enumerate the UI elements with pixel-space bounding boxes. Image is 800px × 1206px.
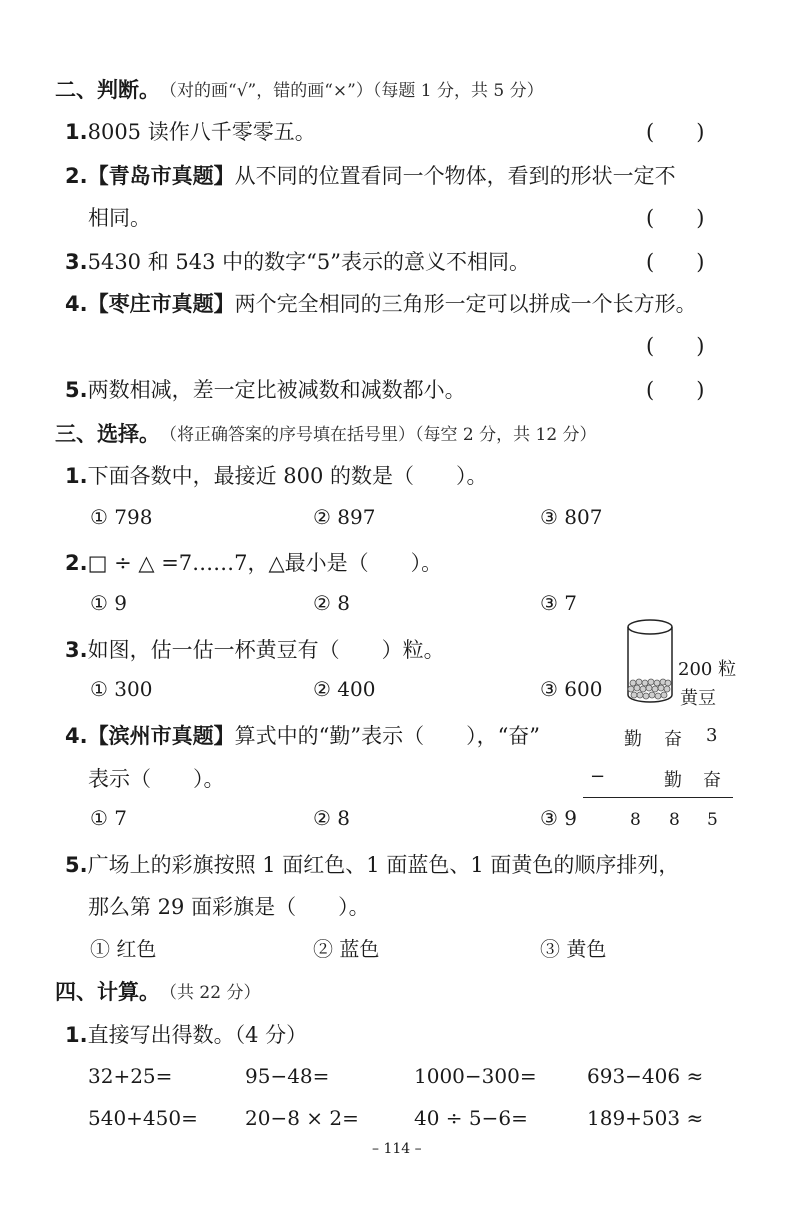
section-title-choice: 三、选择。 (55, 422, 160, 446)
calc-item: 189+503 ≈ (587, 1106, 704, 1130)
question-number: 1. (65, 120, 88, 144)
page-number: – 114 – (372, 1141, 422, 1157)
question-number: 2. (65, 164, 88, 188)
minus-sign: − (590, 766, 606, 787)
answer-blank[interactable]: ( ) (646, 206, 705, 230)
answer-blank[interactable]: ( ) (646, 334, 705, 358)
calc-item: 693−406 ≈ (587, 1064, 704, 1088)
question-text: 下面各数中，最接近 800 的数是（ ）。 (87, 464, 488, 488)
question-text: 从不同的位置看同一个物体，看到的形状一定不 (234, 164, 676, 188)
question-text-continued: 相同。 (88, 206, 151, 230)
vertical-digit: 勤 (664, 770, 682, 791)
answer-blank[interactable]: ( ) (646, 250, 705, 274)
calc-item: 1000−300= (414, 1064, 537, 1088)
calc-item: 20−8 × 2= (245, 1106, 359, 1130)
option-a[interactable]: ① 红色 (90, 937, 157, 961)
option-c[interactable]: ③ 9 (540, 806, 578, 830)
calc-item: 95−48= (245, 1064, 330, 1088)
question-text: 5430 和 543 中的数字“5”表示的意义不相同。 (87, 250, 530, 274)
calc-item: 40 ÷ 5−6= (414, 1106, 528, 1130)
question-text: 算式中的“勤”表示（ ），“奋” (234, 724, 541, 748)
section-title-calc: 四、计算。 (55, 980, 160, 1004)
figure-label: 200 粒 (678, 659, 737, 680)
judge-question-2 (65, 160, 676, 190)
vertical-digit: 8 (630, 810, 641, 830)
choice-question-1 (65, 460, 488, 490)
choice-question-4 (65, 720, 540, 750)
question-text: 两数相减，差一定比被减数和减数都小。 (87, 378, 466, 402)
answer-blank[interactable]: ( ) (646, 378, 705, 402)
option-a[interactable]: ① 798 (90, 505, 153, 529)
vertical-line (583, 797, 733, 798)
option-b[interactable]: ② 897 (313, 505, 376, 529)
question-text-continued: 那么第 29 面彩旗是（ ）。 (88, 895, 370, 919)
question-number: 3. (65, 638, 88, 662)
question-number: 3. (65, 250, 88, 274)
section-note-calc: （共 22 分） (160, 983, 261, 1003)
vertical-digit: 奋 (664, 729, 682, 750)
option-c[interactable]: ③ 7 (540, 591, 578, 615)
calc-item: 32+25= (88, 1064, 173, 1088)
question-number: 4. (65, 292, 88, 316)
option-c[interactable]: ③ 807 (540, 505, 603, 529)
question-number: 4. (65, 724, 88, 748)
figure-label-2: 黄豆 (680, 688, 716, 709)
option-b[interactable]: ② 8 (313, 591, 351, 615)
question-number: 1. (65, 1023, 88, 1047)
vertical-digit: 3 (706, 725, 718, 746)
option-a[interactable]: ① 300 (90, 677, 153, 701)
option-a[interactable]: ① 7 (90, 806, 128, 830)
vertical-digit: 8 (669, 810, 680, 830)
calc-item: 540+450= (88, 1106, 198, 1130)
question-number: 2. (65, 551, 88, 575)
question-text: 直接写出得数。（4 分） (87, 1023, 308, 1047)
calc-subquestion-1 (65, 1019, 307, 1049)
source-tag: 【枣庄市真题】 (87, 291, 235, 316)
question-text: 两个完全相同的三角形一定可以拼成一个长方形。 (234, 292, 697, 316)
judge-question-4 (65, 288, 697, 318)
section-note-judge: （对的画“√”，错的画“×”）（每题 1 分，共 5 分） (160, 81, 544, 101)
option-b[interactable]: ② 蓝色 (313, 937, 380, 961)
section-title-judge: 二、判断。 (55, 78, 160, 102)
section-note-choice: （将正确答案的序号填在括号里）（每空 2 分，共 12 分） (160, 425, 597, 445)
option-c: ③ 600 (540, 677, 603, 701)
judge-question-3 (65, 246, 530, 276)
choice-question-3 (65, 634, 445, 664)
question-text: 8005 读作八千零零五。 (87, 120, 316, 144)
vertical-digit: 奋 (703, 770, 721, 791)
choice-question-2 (65, 547, 442, 577)
question-text: 广场上的彩旗按照 1 面红色、1 面蓝色、1 面黄色的顺序排列， (87, 853, 680, 877)
judge-question-5 (65, 374, 466, 404)
option-c[interactable]: ③ 黄色 (540, 937, 607, 961)
question-text: 如图，估一估一杯黄豆有（ ）粒。 (87, 638, 445, 662)
source-tag: 【滨州市真题】 (87, 723, 235, 748)
choice-question-5 (65, 849, 679, 879)
judge-question-1 (65, 116, 316, 146)
question-number: 1. (65, 464, 88, 488)
source-tag: 【青岛市真题】 (87, 163, 235, 188)
question-text-continued: 表示（ ）。 (88, 767, 225, 791)
question-text: □ ÷ △ =7……7，△最小是（ ）。 (87, 551, 443, 575)
answer-blank[interactable]: ( ) (646, 120, 705, 144)
option-b[interactable]: ② 8 (313, 806, 351, 830)
option-a[interactable]: ① 9 (90, 591, 128, 615)
question-number: 5. (65, 378, 88, 402)
vertical-digit: 5 (707, 810, 718, 830)
vertical-digit: 勤 (624, 729, 642, 750)
option-b[interactable]: ② 400 (313, 677, 376, 701)
question-number: 5. (65, 853, 88, 877)
bean-cup-figure (620, 617, 680, 705)
